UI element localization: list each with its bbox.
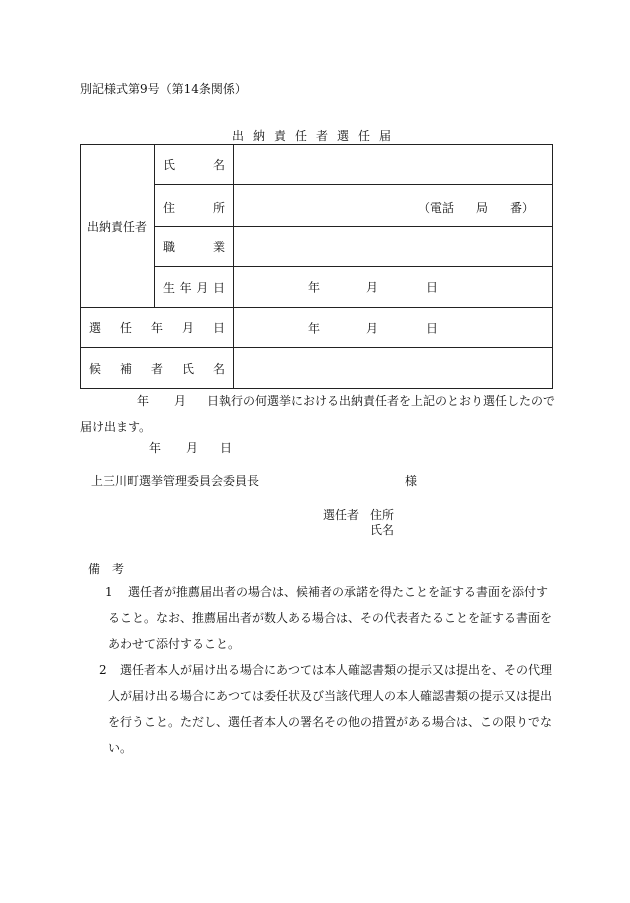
label-address-text: 住 所 [163, 201, 225, 215]
remark-2-line-1: 選任者本人が届け出る場合にあつては本人確認書類の提示又は提出を、その代理 [120, 663, 553, 677]
remark-1-number: 1 [105, 585, 113, 599]
statement-month: 月 [174, 394, 187, 408]
value-occupation[interactable] [234, 227, 553, 267]
label-appointment-date [81, 308, 234, 348]
label-appointment-date-text: 選 任 年 月 日 [89, 321, 225, 335]
remarks-heading: 備 考 [88, 562, 125, 576]
birth-year: 年 [308, 280, 321, 295]
value-birthdate[interactable] [234, 267, 553, 308]
appointer-label: 選任者 [323, 508, 360, 522]
label-birthdate-text: 生 年 月 日 [163, 280, 225, 295]
appoint-month: 月 [366, 321, 379, 335]
remark-2-number: 2 [99, 663, 107, 677]
addressee-honorific: 様 [405, 474, 418, 488]
value-name[interactable] [234, 145, 553, 185]
remark-2-line-3: を行うこと。ただし、選任者本人の署名その他の措置がある場合は、この限りでな [108, 715, 553, 729]
label-candidate-name [81, 348, 234, 389]
appointer-name-label: 氏名 [370, 523, 395, 537]
phone-number-field [418, 199, 534, 216]
submit-month: 月 [186, 441, 199, 455]
submit-day: 日 [220, 441, 233, 455]
phone-kyoku: 局 [475, 201, 488, 215]
appointment-form-table [80, 144, 553, 389]
appoint-year: 年 [308, 321, 321, 335]
remark-1-line-2: ること。なお、推薦届出者が数人ある場合は、その代表者たることを証する書面を [108, 611, 553, 625]
statement-line2: 届け出ます。 [80, 420, 152, 434]
birth-day: 日 [426, 280, 439, 295]
group-label-cell [81, 145, 155, 308]
group-label: 出納責任者 [87, 219, 148, 234]
remark-1-line-3: あわせて添付すること。 [108, 637, 241, 651]
value-appointment-date[interactable] [234, 308, 553, 348]
label-name-text: 氏 名 [163, 158, 225, 172]
remark-1-line-1: 選任者が推薦届出者の場合は、候補者の承諾を得たことを証する書面を添付す [128, 585, 549, 599]
label-address [155, 185, 234, 227]
label-occupation-text: 職 業 [163, 240, 225, 254]
appointer-address-label: 住所 [370, 508, 395, 522]
phone-ban: 番） [509, 201, 534, 215]
form-title: 出納責任者選任届 [231, 129, 400, 143]
statement-line1: 日執行の何選挙における出納責任者を上記のとおり選任したので [207, 394, 556, 408]
submit-year: 年 [149, 441, 162, 455]
form-reference: 別記様式第9号（第14条関係） [80, 82, 247, 96]
label-birthdate [155, 267, 234, 308]
label-candidate-name-text: 候 補 者 氏 名 [89, 361, 225, 376]
remark-2-line-4: い。 [108, 741, 133, 755]
label-name [155, 145, 234, 185]
appoint-day: 日 [426, 321, 439, 335]
birth-month: 月 [366, 280, 379, 295]
statement-year: 年 [137, 394, 150, 408]
value-address[interactable] [234, 185, 553, 227]
label-occupation [155, 227, 234, 267]
remark-2-line-2: 人が届け出る場合にあつては委任状及び当該代理人の本人確認書類の提示又は提出 [108, 689, 553, 703]
value-candidate-name[interactable] [234, 348, 553, 389]
addressee: 上三川町選挙管理委員会委員長 [91, 474, 260, 488]
phone-open: （電話 [417, 201, 454, 215]
